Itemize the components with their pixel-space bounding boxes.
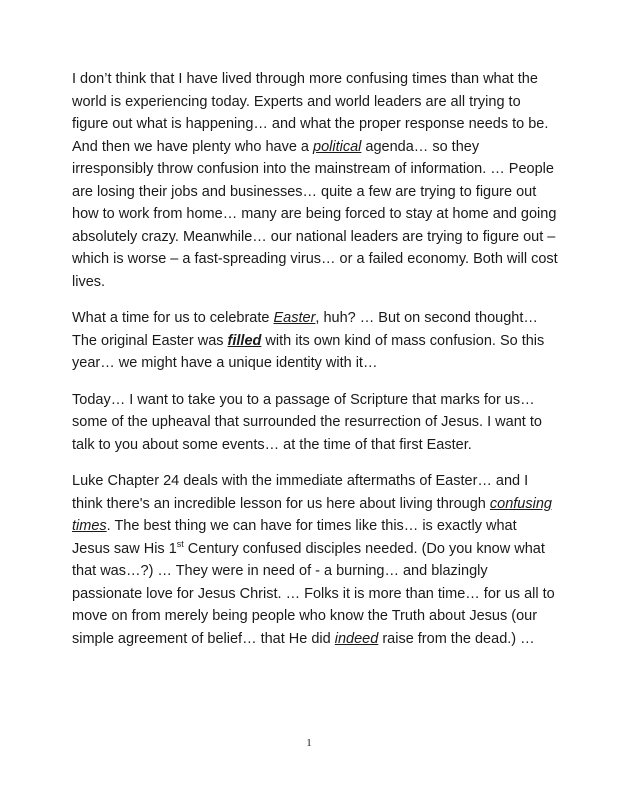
paragraph-1-text-2: agenda… so they irresponsibly throw confusion into the mainstream of information. … People are losing their jobs and businesses… quite a few are trying to figure out how to work from home… many are being forced to stay at home and going absolutely crazy. Meanwhile… our national leaders are trying to figure out – which is worse – a fast-spreading virus… or a failed economy. Both will cost lives. xyxy=(72,138,558,290)
emphasis-filled: filled xyxy=(227,332,262,349)
emphasis-indeed: indeed xyxy=(334,630,379,647)
paragraph-3-text-1: Today… I want to take you to a passage of Scripture that marks for us… some of the upheaval that surrounded the resurrection of Jesus. I want to talk to you about some events… at the time of that first Easter. xyxy=(72,391,542,453)
paragraph-1-text-1: I don’t think that I have lived through more confusing times than what the world is experiencing today. Experts and world leaders are all trying to figure out what is happening… and what the proper response needs to be. And then we have plenty who have a xyxy=(72,71,549,155)
ordinal-superscript: st xyxy=(176,538,184,549)
emphasis-political: political xyxy=(313,138,362,155)
document-body xyxy=(72,68,558,664)
emphasis-easter: Easter xyxy=(273,310,316,326)
paragraph-1 xyxy=(72,68,558,293)
paragraph-2-text-1: What a time for us to celebrate xyxy=(72,310,274,326)
paragraph-4-text-4: raise from the dead.) … xyxy=(378,630,535,647)
paragraph-3 xyxy=(72,389,558,457)
paragraph-4-text-3: Century confused disciples needed. (Do you know what that was…?) … They were in need of - a burning… and blazingly passionate love for Jesus Christ. … Folks it is more than time… for us all to move on from merely being people who know the Truth about Jesus (our simple agreement of belief… that He did xyxy=(72,540,555,647)
paragraph-4-text-1: Luke Chapter 24 deals with the immediate aftermaths of Easter… and I think there's an incredible lesson for us here about living through xyxy=(72,473,529,512)
paragraph-2-text-3: with its own kind of mass confusion. So this year… we might have a unique identity with it… xyxy=(72,332,545,371)
page-number: 1 xyxy=(306,737,312,749)
paragraph-4-text-2: . The best thing we can have for times like this… is exactly what Jesus saw His 1 xyxy=(72,518,517,557)
emphasis-confusing-times: confusing times xyxy=(72,495,552,534)
paragraph-2-text-2: , huh? … But on second thought… The original Easter was xyxy=(72,310,538,349)
paragraph-2 xyxy=(72,307,558,375)
paragraph-4 xyxy=(72,470,558,650)
